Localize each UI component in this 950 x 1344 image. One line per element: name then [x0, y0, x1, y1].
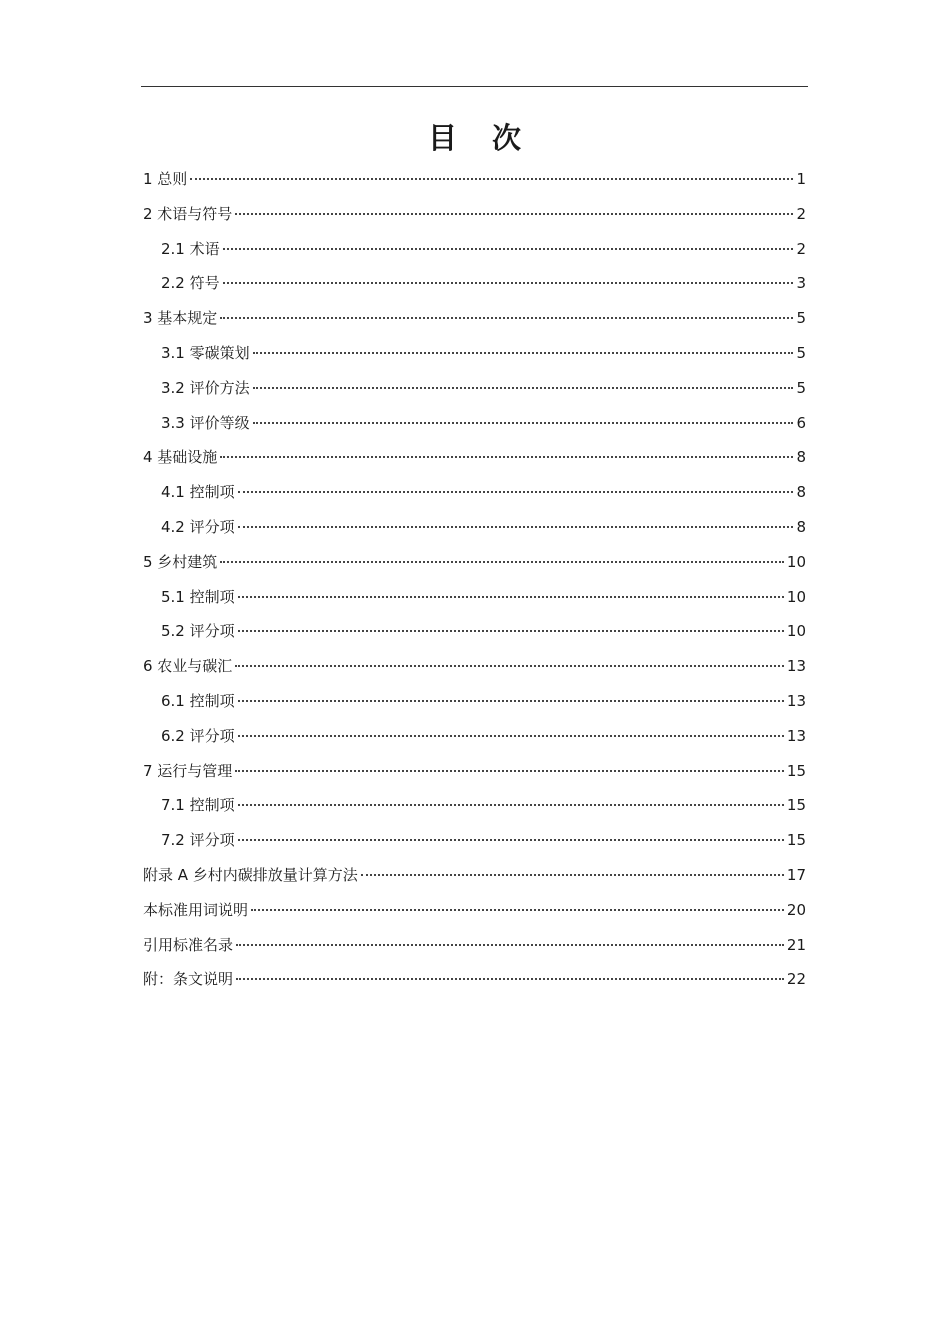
toc-entry-label: 7 运行与管理 — [143, 761, 233, 780]
toc-dot-leader — [238, 735, 784, 737]
toc-entry-label: 4 基础设施 — [143, 448, 218, 467]
toc-entry[interactable] — [143, 406, 806, 441]
toc-entry-page-number: 3 — [796, 274, 806, 293]
toc-entry[interactable] — [143, 858, 806, 893]
toc-entry-label: 5 乡村建筑 — [143, 552, 218, 571]
table-of-contents — [143, 162, 806, 997]
toc-entry[interactable] — [143, 545, 806, 580]
toc-entry[interactable] — [143, 788, 806, 823]
page-title — [0, 116, 950, 160]
toc-entry-label: 2 术语与符号 — [143, 204, 233, 223]
toc-entry[interactable] — [143, 336, 806, 371]
toc-entry-page-number: 15 — [786, 761, 806, 780]
toc-entry-page-number: 10 — [786, 622, 806, 641]
toc-entry-page-number: 10 — [786, 552, 806, 571]
toc-dot-leader — [190, 178, 793, 180]
toc-dot-leader — [235, 213, 793, 215]
toc-entry-page-number: 8 — [796, 517, 806, 536]
toc-entry[interactable] — [143, 893, 806, 928]
toc-entry-label: 7.1 控制项 — [161, 796, 235, 815]
toc-entry-page-number: 1 — [796, 170, 806, 188]
toc-entry[interactable] — [143, 719, 806, 754]
toc-entry-label: 3.2 评价方法 — [161, 378, 250, 397]
toc-dot-leader — [238, 839, 784, 841]
toc-entry-page-number: 13 — [786, 691, 806, 710]
toc-entry[interactable] — [143, 754, 806, 789]
toc-entry[interactable] — [143, 371, 806, 406]
toc-entry[interactable] — [143, 823, 806, 858]
toc-entry[interactable] — [143, 580, 806, 615]
toc-dot-leader — [238, 630, 784, 632]
toc-entry-label: 本标准用词说明 — [143, 900, 249, 919]
toc-entry-label: 3.3 评价等级 — [161, 413, 250, 432]
toc-entry-label: 4.2 评分项 — [161, 517, 235, 536]
toc-entry[interactable] — [143, 614, 806, 649]
toc-dot-leader — [236, 978, 784, 980]
toc-entry[interactable] — [143, 266, 806, 301]
toc-entry[interactable] — [143, 962, 806, 997]
toc-entry-page-number: 5 — [796, 309, 806, 328]
toc-entry[interactable] — [143, 301, 806, 336]
toc-dot-leader — [220, 317, 793, 319]
toc-entry-page-number: 5 — [796, 343, 806, 362]
page-title-char-2: 次 — [492, 121, 523, 155]
toc-entry-label: 1 总则 — [143, 170, 188, 188]
toc-entry-page-number: 13 — [786, 657, 806, 676]
toc-entry-label: 6.2 评分项 — [161, 726, 235, 745]
toc-entry-page-number: 20 — [786, 900, 806, 919]
toc-dot-leader — [253, 422, 794, 424]
toc-entry-label: 5.1 控制项 — [161, 587, 235, 606]
toc-dot-leader — [236, 944, 784, 946]
toc-entry-label: 5.2 评分项 — [161, 622, 235, 641]
toc-entry-label: 附：条文说明 — [143, 970, 234, 989]
toc-entry-label: 6.1 控制项 — [161, 691, 235, 710]
toc-entry-page-number: 8 — [796, 483, 806, 502]
toc-dot-leader — [238, 491, 794, 493]
toc-entry[interactable] — [143, 475, 806, 510]
toc-entry-page-number: 5 — [796, 378, 806, 397]
toc-entry[interactable] — [143, 510, 806, 545]
toc-dot-leader — [251, 909, 784, 911]
toc-entry-page-number: 17 — [786, 865, 806, 884]
toc-dot-leader — [238, 596, 784, 598]
toc-entry-label: 附录 A 乡村内碳排放量计算方法 — [143, 865, 358, 884]
toc-entry-page-number: 22 — [786, 970, 806, 989]
toc-dot-leader — [361, 874, 784, 876]
toc-entry[interactable] — [143, 162, 806, 197]
toc-dot-leader — [220, 456, 793, 458]
toc-entry[interactable] — [143, 232, 806, 267]
toc-entry-label: 6 农业与碳汇 — [143, 657, 233, 676]
toc-dot-leader — [253, 387, 794, 389]
toc-dot-leader — [223, 248, 794, 250]
toc-entry[interactable] — [143, 440, 806, 475]
toc-entry[interactable] — [143, 197, 806, 232]
toc-entry-label: 2.1 术语 — [161, 239, 220, 258]
toc-entry-page-number: 15 — [786, 796, 806, 815]
toc-dot-leader — [235, 770, 784, 772]
toc-entry-page-number: 13 — [786, 726, 806, 745]
toc-entry-page-number: 10 — [786, 587, 806, 606]
toc-dot-leader — [223, 282, 794, 284]
toc-entry[interactable] — [143, 649, 806, 684]
toc-entry-page-number: 15 — [786, 831, 806, 850]
toc-entry[interactable] — [143, 684, 806, 719]
toc-entry-page-number: 8 — [796, 448, 806, 467]
toc-entry-page-number: 21 — [786, 935, 806, 954]
toc-entry-label: 3 基本规定 — [143, 309, 218, 328]
toc-entry-label: 4.1 控制项 — [161, 483, 235, 502]
toc-entry-page-number: 6 — [796, 413, 806, 432]
header-rule — [141, 86, 808, 87]
toc-dot-leader — [238, 700, 784, 702]
page-title-char-1: 目 — [427, 121, 458, 155]
toc-entry-page-number: 2 — [796, 204, 806, 223]
toc-dot-leader — [238, 804, 784, 806]
toc-dot-leader — [238, 526, 794, 528]
toc-entry-label: 2.2 符号 — [161, 274, 220, 293]
toc-entry[interactable] — [143, 928, 806, 963]
toc-dot-leader — [253, 352, 794, 354]
toc-entry-label: 引用标准名录 — [143, 935, 234, 954]
toc-dot-leader — [220, 561, 784, 563]
toc-entry-page-number: 2 — [796, 239, 806, 258]
toc-entry-label: 3.1 零碳策划 — [161, 343, 250, 362]
toc-dot-leader — [235, 665, 784, 667]
toc-entry-label: 7.2 评分项 — [161, 831, 235, 850]
